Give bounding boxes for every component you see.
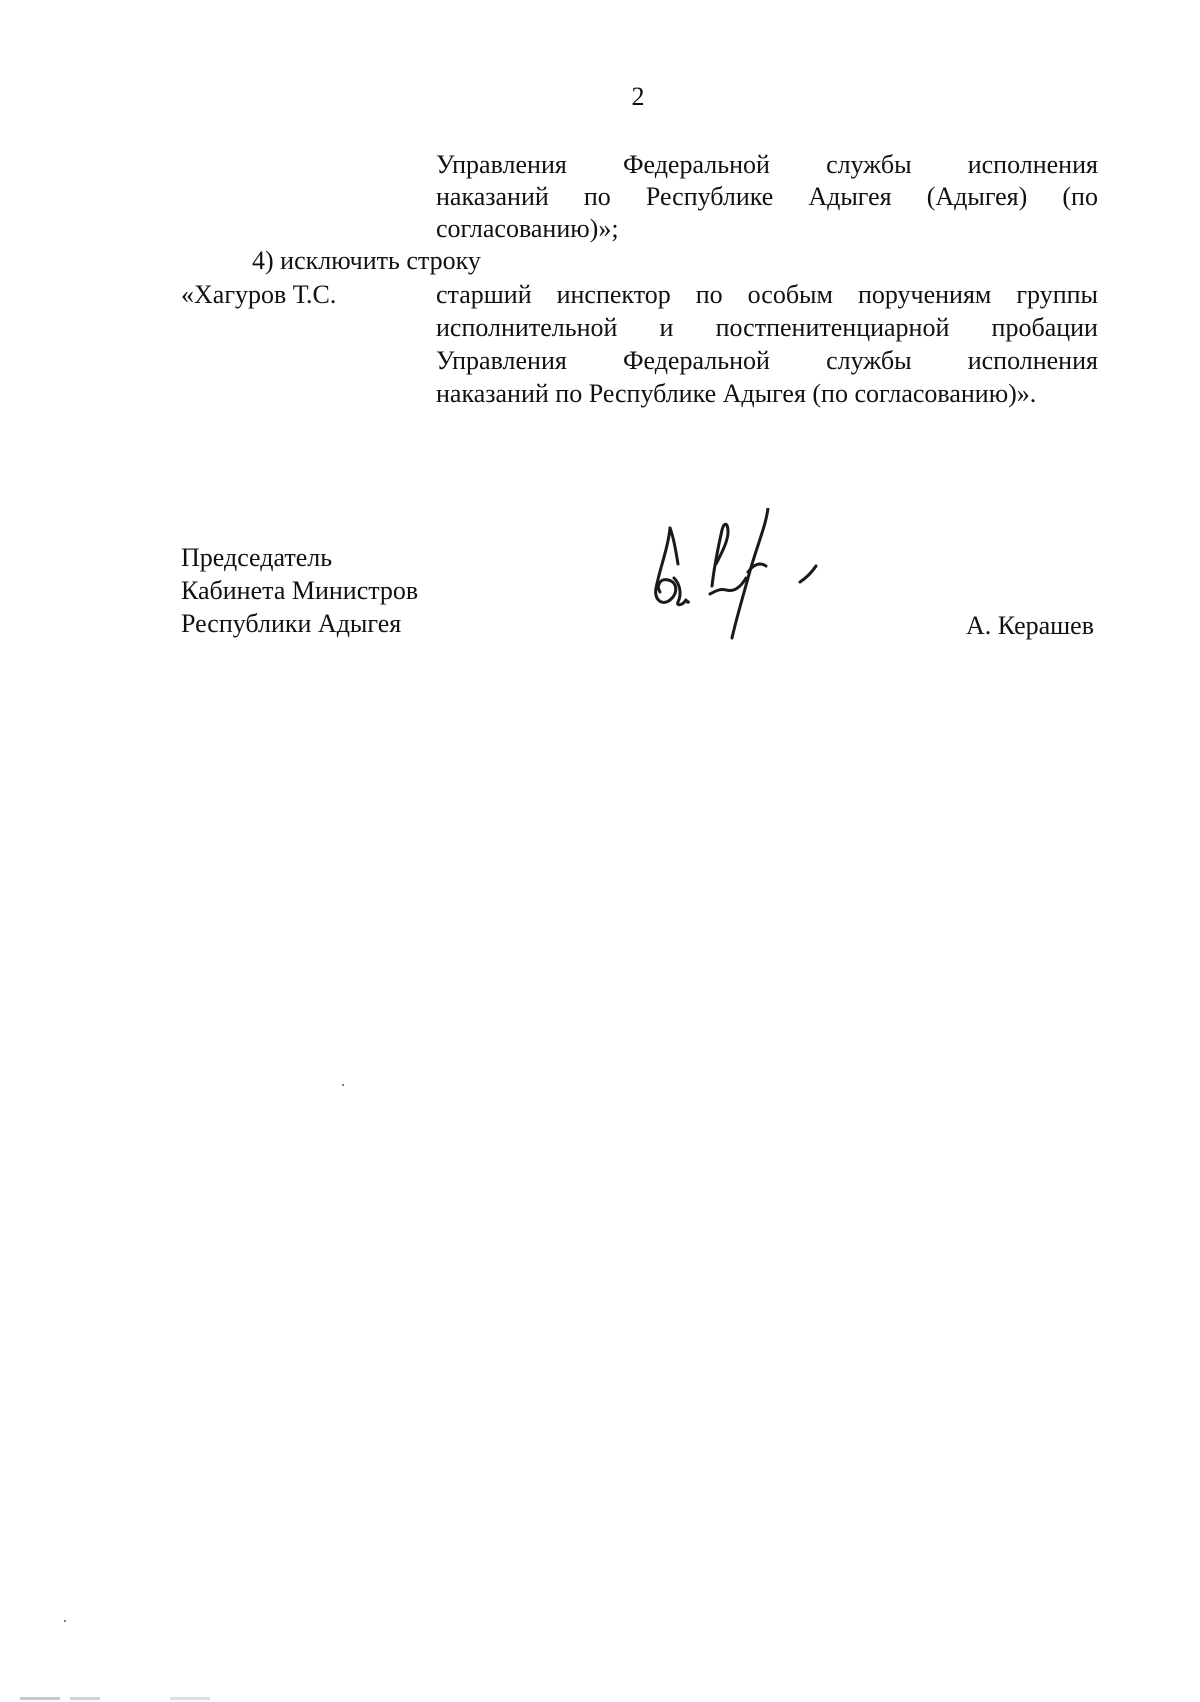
word: Адыгея — [808, 182, 892, 211]
signatory-position-line-2: Кабинета Министров — [181, 576, 419, 605]
word: по — [695, 280, 723, 309]
word: и — [659, 313, 674, 342]
word: инспектор — [556, 280, 671, 309]
signatory-position-line-3: Республики Адыгея — [181, 609, 402, 638]
scan-speck — [342, 1084, 344, 1086]
item-4-person-name: «Хагуров Т.С. — [181, 280, 337, 309]
word: по — [583, 182, 611, 211]
word: службы — [826, 346, 912, 375]
word: особым — [747, 280, 833, 309]
word: старший — [436, 280, 532, 309]
word: наказаний — [436, 182, 549, 211]
continuation-line-3: согласованию)»; — [436, 214, 619, 243]
item-4-description-line-3 — [436, 346, 1098, 376]
item-4-heading: 4) исключить строку — [252, 246, 481, 275]
word: исполнительной — [436, 313, 618, 342]
word: Республике — [645, 182, 774, 211]
continuation-line-2 — [436, 182, 1098, 212]
scan-speck — [64, 1620, 66, 1622]
item-4-description-line-4: наказаний по Республике Адыгея (по согласованию)». — [436, 379, 1037, 408]
word: (Адыгея) — [926, 182, 1028, 211]
word: (по — [1062, 182, 1098, 211]
word: Федеральной — [622, 346, 770, 375]
word: группы — [1016, 280, 1098, 309]
handwritten-signature — [648, 508, 824, 640]
word: Управления — [436, 150, 567, 179]
signatory-name: А. Керашев — [965, 611, 1094, 640]
word: службы — [826, 150, 912, 179]
word: постпенитенциарной — [715, 313, 950, 342]
continuation-line-1 — [436, 150, 1098, 180]
word: Управления — [436, 346, 567, 375]
item-4-description-line-1 — [436, 280, 1098, 310]
word: пробации — [991, 313, 1098, 342]
item-4-description-line-2 — [436, 313, 1098, 343]
page-number: 2 — [631, 82, 645, 111]
signatory-position-line-1: Председатель — [181, 543, 333, 572]
word: Федеральной — [622, 150, 770, 179]
scan-edge-artifact — [0, 1694, 260, 1702]
word: исполнения — [967, 346, 1098, 375]
word: поручениям — [857, 280, 992, 309]
word: исполнения — [967, 150, 1098, 179]
